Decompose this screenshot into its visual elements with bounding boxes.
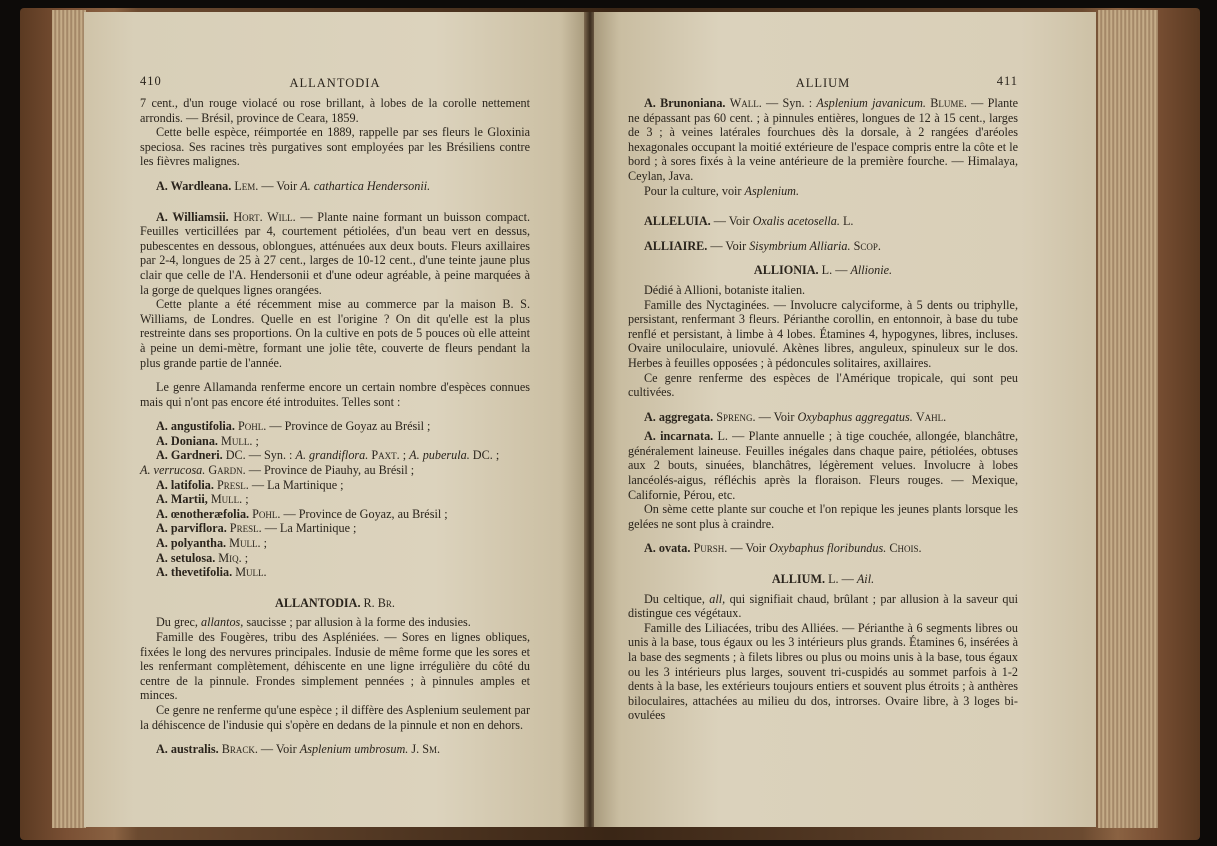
paragraph: Famille des Fougères, tribu des Aspléniées. — Sores en lignes obliques, fixées le long des nervures principales. Indusie de même forme que les sores et les renfermant complètement, déhiscente en une ligne irrégulière du côté du centre de la pinnule. Frondes simplement pennées ; à pinnules amples et minces.: [140, 630, 530, 703]
entry-alliaire: ALLIAIRE. — Voir Sisymbrium Alliaria. Scop.: [644, 238, 881, 253]
right-page: [594, 12, 1096, 827]
paragraph: Famille des Liliacées, tribu des Alliées. — Périanthe à 6 segments libres ou unis à la base, tous égaux ou les 3 intérieurs plus grands. Étamines 6, insérées à la base des segments ; à filets libres ou plus ou moins unis à la base, tous égaux ou les 3 intérieurs plus larges, souvent tri-cuspidés au sommet parfois à 1-2 dents à la base, les extérieurs toujours entiers et souvent plus étroits ; à anthères biloculaires, attachées au milieu du dos, introrses. Ovaire libre, à 3 loges bi-ovulées: [628, 620, 1018, 723]
page-number-right: 411: [996, 74, 1018, 88]
right-page-edges: [1098, 10, 1158, 828]
left-page-edges: [52, 10, 86, 828]
page-number-left: 410: [140, 74, 162, 88]
paragraph: Famille des Nyctaginées. — Involucre calyciforme, à 5 dents ou triphylle, persistant, renfermant 3 fleurs. Périanthe corollin, en entonnoir, à base du tube renflé et persistant, à limbe à 4 lobes. Étamines 4, hypogynes, libres, incluses. Ovaire uniloculaire, uniovulé. Akènes libres, anguleux, spinuleux sur le dos. Herbes à feuilles opposées ; à pédoncules solitaires, axillaires.: [628, 297, 1018, 370]
list-item: A. setulosa. Miq. ;: [156, 550, 249, 565]
entry-wardleana: A. Wardleana. Lem. — Voir A. cathartica Hendersonii.: [156, 178, 431, 193]
list-item: A. Gardneri. DC. — Syn. : A. grandiflora. Paxt. ; A. puberula. DC. ;: [156, 448, 500, 463]
section-heading-allionia: ALLIONIA. L. — Allionie.: [753, 263, 893, 278]
paragraph: Ce genre renferme des espèces de l'Amérique tropicale, qui sont peu cultivées.: [628, 370, 1018, 400]
paragraph: Pour la culture, voir Asplenium.: [644, 183, 800, 198]
paragraph: Ce genre ne renferme qu'une espèce ; il diffère des Asplenium seulement par la déhiscence de l'indusie qui s'opère en dedans de la pinnule et non en dehors.: [140, 702, 530, 732]
entry-brunoniana: A. Brunoniana. Wall. — Syn. : Asplenium javanicum. Blume. — Plante ne dépassant pas 60 cent. ; à pinnules entières, longues de 12 à 15 cent., larges de 3 ; à veines latérales fourchues dès la dorsale, à 2 rangées d'aréoles hexagonales occupant la moitié extérieure de l'espace compris entre la côte et le bord ; à sores fixés à la veine antérieure de la première fourche. — Himalaya, Ceylan, Java.: [628, 96, 1019, 183]
paragraph: Dédié à Allioni, botaniste italien.: [644, 282, 806, 297]
paragraph: Cette belle espèce, réimportée en 1889, rappelle par ses fleurs le Gloxinia speciosa. Ses racines très purgatives sont employées par les Brésiliens contre les fièvres malignes.: [140, 125, 530, 169]
entry-incarnata: A. incarnata. L. — Plante annuelle ; à tige couchée, allongée, blanchâtre, généralement laineuse. Feuilles inégales dans chaque paire, pétiolées, obtuses aux 2 bouts, sinuées, blanchâtres, légèrement velues. Involucre à lobes lancéolés-aigus, réfléchis après la floraison. Fleurs rouges. — Mexique, Californie, Pérou, etc.: [628, 429, 1018, 502]
list-item: A. verrucosa. Gardn. — Province de Piauhy, au Brésil ;: [140, 463, 415, 478]
running-head-title-right: ALLIUM: [795, 76, 851, 90]
paragraph: Du grec, allantos, saucisse ; par allusion à la forme des indusies.: [156, 615, 471, 630]
left-page: [84, 12, 586, 827]
list-item: A. latifolia. Presl. — La Martinique ;: [156, 477, 344, 492]
left-page-content: [140, 96, 530, 757]
section-heading-allantodia: ALLANTODIA. R. Br.: [275, 595, 395, 610]
list-item: A. angustifolia. Pohl. — Province de Goyaz au Brésil ;: [156, 419, 431, 434]
section-heading-allium: ALLIUM. L. — Ail.: [771, 572, 875, 587]
paragraph: Du celtique, all, qui signifiait chaud, brûlant ; par allusion à la saveur qui distingue ces végétaux.: [628, 591, 1018, 621]
entry-williamsii: A. Williamsii. Hort. Will. — Plante naine formant un buisson compact. Feuilles verticillées par 4, courtement pétiolées, d'un beau vert en dessus, pubescentes en dessous, oblongues, atténuées aux deux bouts. Fleurs axillaires par 2-4, longues de 25 à 27 cent., larges de 10-12 cent., d'une teinte jaune plus clair que celle de l'A. Hendersonii et d'une odeur agréable, à peine marquées à la gorge de quelques lignes orangées.: [140, 209, 531, 297]
entry-ovata: A. ovata. Pursh. — Voir Oxybaphus floribundus. Chois.: [644, 541, 922, 556]
paragraph: 7 cent., d'un rouge violacé ou rose brillant, à lobes de la corolle nettement arrondis. — Brésil, province de Ceara, 1859.: [140, 96, 530, 125]
entry-aggregata: A. aggregata. Spreng. — Voir Oxybaphus aggregatus. Vahl.: [644, 409, 947, 424]
entry-australis: A. australis. Brack. — Voir Asplenium umbrosum. J. Sm.: [156, 742, 441, 757]
paragraph: On sème cette plante sur couche et l'on repique les jeunes plants lorsque les gelées ne sont plus à craindre.: [628, 502, 1018, 531]
species-list: [140, 419, 530, 580]
list-item: A. polyantha. Mull. ;: [156, 536, 267, 551]
right-page-content: [628, 96, 1018, 723]
list-item: A. parviflora. Presl. — La Martinique ;: [156, 521, 357, 536]
list-item: A. Doniana. Mull. ;: [156, 433, 259, 448]
list-item: A. Martii, Mull. ;: [156, 492, 249, 507]
list-item: A. thevetifolia. Mull.: [156, 565, 267, 580]
list-item: A. œnotheræfolia. Pohl. — Province de Goyaz, au Brésil ;: [156, 506, 448, 521]
entry-alleluia: ALLELUIA. — Voir Oxalis acetosella. L.: [644, 214, 854, 229]
paragraph: Cette plante a été récemment mise au commerce par la maison B. S. Williams, de Londres. Quelle en est l'origine ? On dit qu'elle est la plus restreinte dans ses proportions. On la cultive en pots de 5 pouces où elle atteint à peine un demi-mètre, formant une jolie tête, couverte de fleurs pendant la plus grande partie de l'année.: [140, 297, 530, 370]
paragraph: Le genre Allamanda renferme encore un certain nombre d'espèces connues mais qui n'ont pas encore été introduites. Telles sont :: [140, 380, 530, 409]
running-head-title-left: ALLANTODIA: [289, 76, 381, 90]
